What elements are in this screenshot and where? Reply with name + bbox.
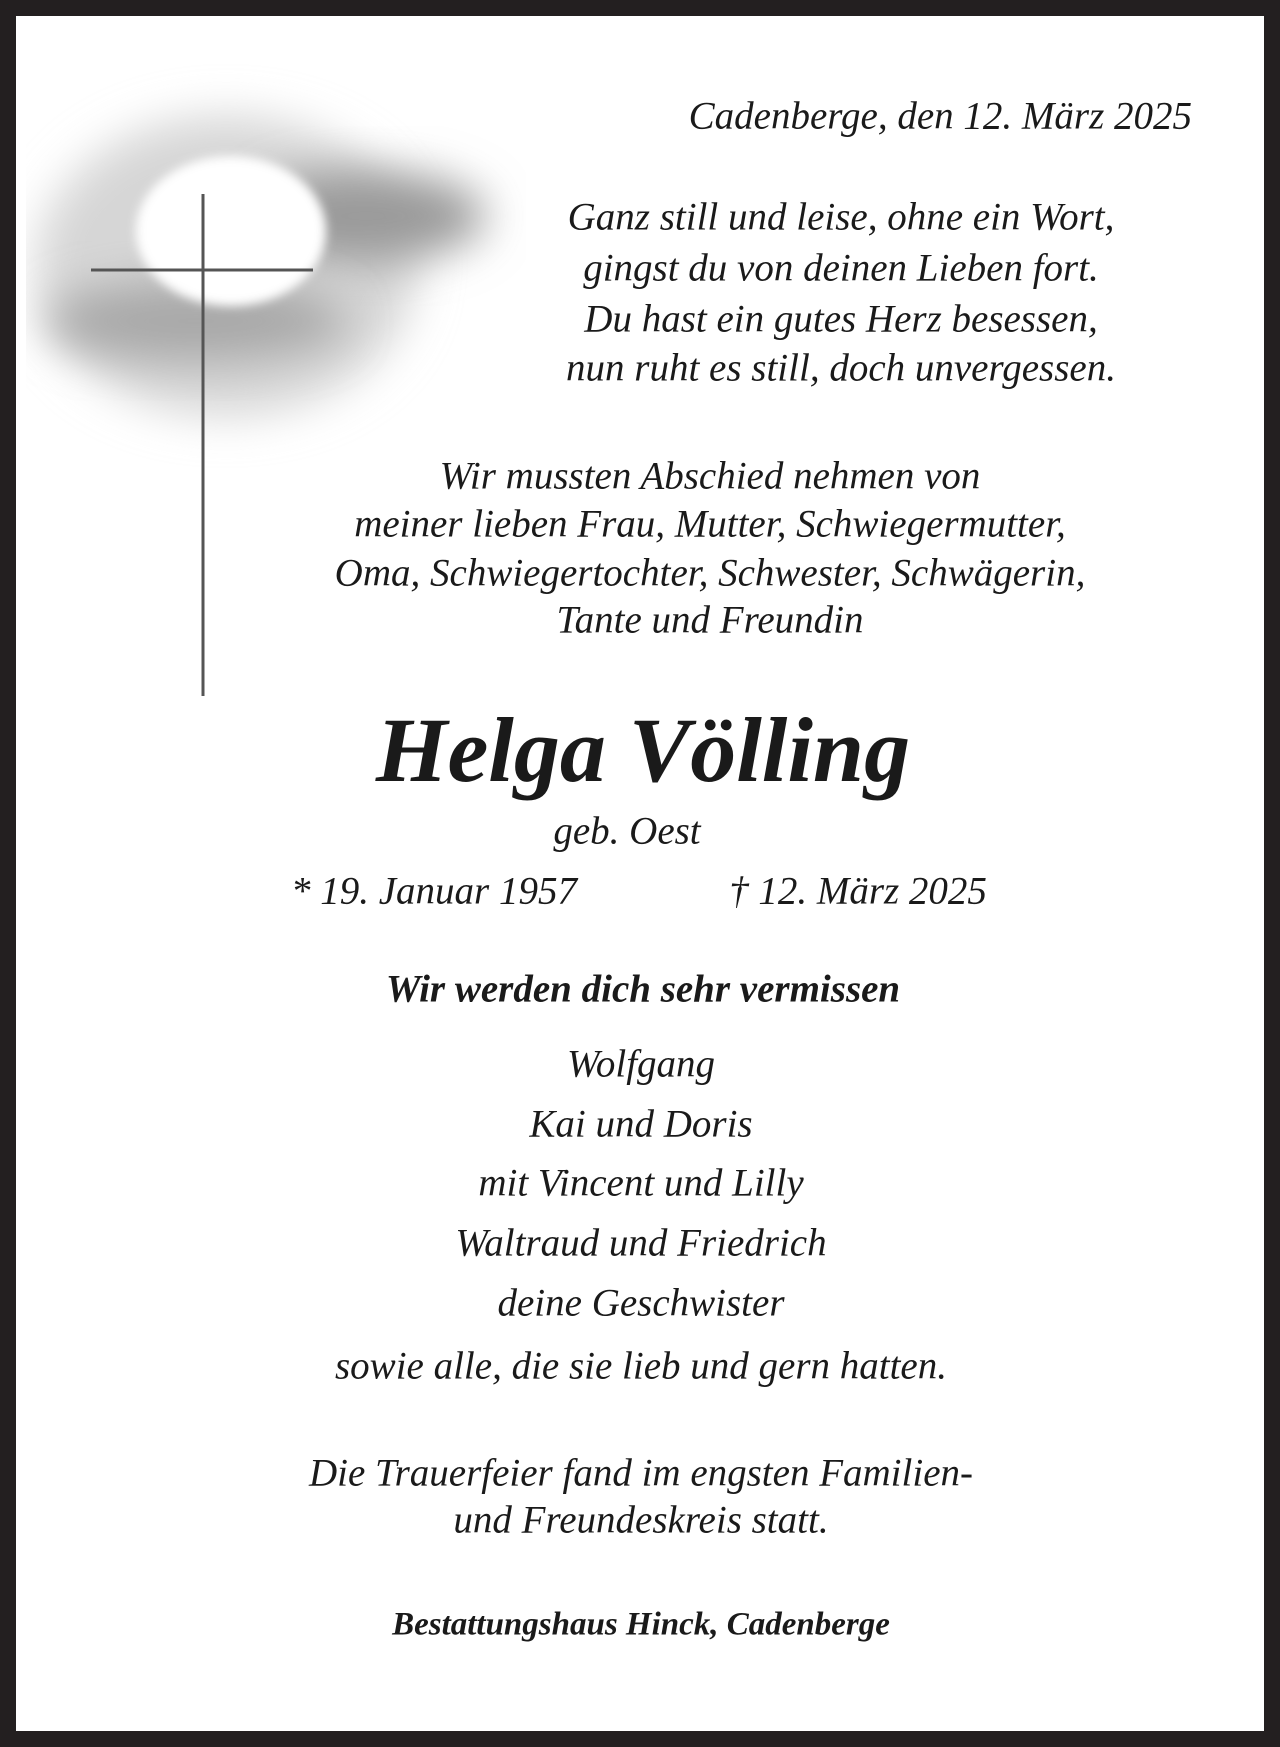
mourner-line: deine Geschwister [497,1281,785,1325]
intro-line: Wir mussten Abschied nehmen von [439,454,981,498]
intro-line: meiner lieben Frau, Mutter, Schwiegermutter, [354,502,1066,546]
intro-line: Oma, Schwiegertochter, Schwester, Schwägerin, [334,551,1086,595]
miss-line: Wir werden dich sehr vermissen [385,967,901,1011]
poem-line: gingst du von deinen Lieben fort. [583,246,1099,290]
maiden-name: geb. Oest [553,809,701,853]
mourner-line: Wolfgang [566,1042,716,1086]
undertaker: Bestattungshaus Hinck, Cadenberge [392,1606,890,1643]
mourner-line: sowie alle, die sie lieb und gern hatten. [335,1344,947,1388]
mourner-line: Waltraud und Friedrich [455,1221,827,1265]
intro-line: Tante und Freundin [556,598,864,642]
poem-line: Du hast ein gutes Herz besessen, [584,297,1098,341]
poem-line: Ganz still und leise, ohne ein Wort, [567,195,1115,239]
mourner-line: mit Vincent und Lilly [478,1161,804,1205]
place-date: Cadenberge, den 12. März 2025 [688,94,1192,138]
birth-date: * 19. Januar 1957 [291,869,577,913]
funeral-note: Die Trauerfeier fand im engsten Familien- [309,1451,973,1495]
funeral-note: und Freundeskreis statt. [453,1498,829,1542]
cross-moon-icon [26,36,526,696]
deceased-name: Helga Völling [375,699,911,801]
death-date: † 12. März 2025 [729,869,987,913]
poem-line: nun ruht es still, doch unvergessen. [566,346,1116,390]
mourner-line: Kai und Doris [529,1102,753,1146]
